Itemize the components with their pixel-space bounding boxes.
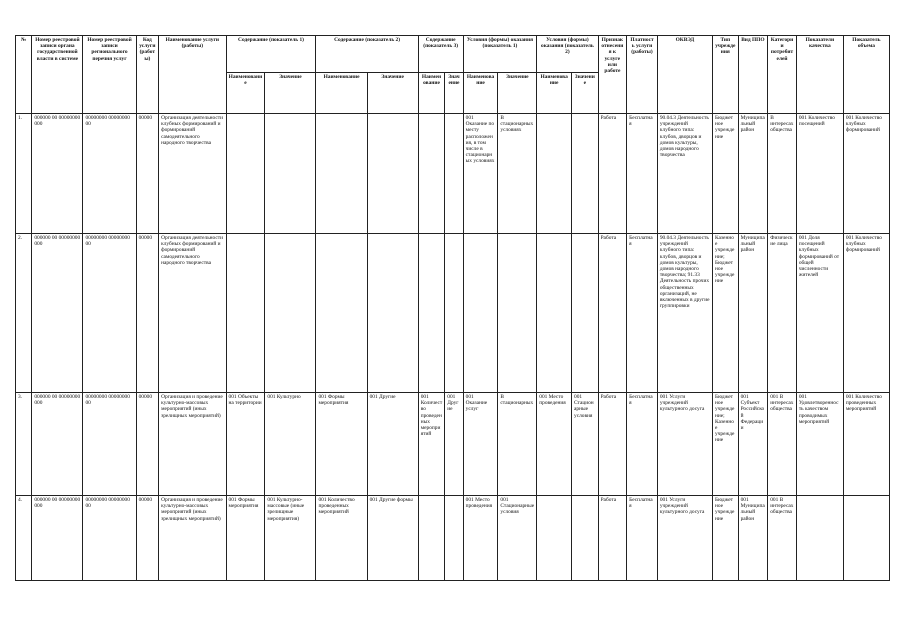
cell-content2-value (367, 114, 418, 234)
cell-content3-value (445, 114, 463, 234)
cell-content1-name: 001 Объекты на территории (226, 393, 265, 496)
sub-header-name: Наименование (316, 73, 367, 114)
cell-okved: 90.04.3 Деятельность учреждений клубного типа: клубов, дворцов и домов культуры, домов народного творчества; 91.33 Деятельность прочих общественных организаций, не включенных в другие группировки (657, 234, 712, 393)
cell-cond2-name (537, 234, 572, 393)
cell-content1-value (265, 234, 316, 393)
col-header-reg-num-sub: Номер реестровой записи регионального перечня услуг (83, 36, 136, 114)
cell-reg: 000000 00 00000000 000 (32, 393, 83, 496)
sub-header-value: Значение (367, 73, 418, 114)
col-header-payment: Платность услуги (работы) (627, 36, 658, 114)
cell-no: 1. (16, 114, 32, 234)
cell-content3-value (445, 234, 463, 393)
col-header-content1: Содержание (показатель 1) (226, 36, 316, 73)
cell-cond1-name: 001 Оказание по месту расположения, в том числе в стационарных условиях (463, 114, 498, 234)
cell-cond1-name (463, 234, 498, 393)
cell-quality: 001 Доля посещений клубных формирований от общей численности жителей (796, 234, 843, 393)
cell-type: Работа (598, 496, 627, 581)
cell-quality: 001 Удовлетворенность качеством проводимых мероприятий (796, 393, 843, 496)
cell-cond2-value: 001 Стационарные условия (572, 393, 599, 496)
cell-cond1-value: В стационарных условиях (498, 114, 537, 234)
cell-payment: Бесплатная (627, 234, 658, 393)
sub-header-value: Значение (498, 73, 537, 114)
col-header-quality: Показатели качества (796, 36, 843, 114)
cell-content3-name (418, 496, 445, 581)
sub-header-value: Значение (572, 73, 599, 114)
sub-header-name: Наименование (418, 73, 445, 114)
cell-content1-name (226, 234, 265, 393)
cell-cond1-name: 001 Место проведения (463, 496, 498, 581)
table-row (16, 393, 890, 496)
cell-category: Физические лица (768, 234, 797, 393)
cell-cond1-name: 001 Оказание услуг (463, 393, 498, 496)
col-header-reg-num: Номер реестровой записи органа государственной власти в системе (32, 36, 83, 114)
cell-payment: Бесплатная (627, 496, 658, 581)
cell-org-type: Бюджетное учреждение (713, 114, 739, 234)
cell-volume: 001 Количество клубных формирований (843, 114, 889, 234)
col-header-cond1: Условия (формы) оказания (показатель 1) (463, 36, 537, 73)
registry-sheet (15, 35, 890, 581)
sub-header-value: Значение (265, 73, 316, 114)
cell-type: Работа (598, 234, 627, 393)
cell-okved: 001 Услуги учреждений культурного досуга (657, 393, 712, 496)
cell-service-name: Организация и проведение культурно-массовых мероприятий (иных зрелищных мероприятий) (159, 393, 226, 496)
cell-content1-name: 001 Формы мероприятия (226, 496, 265, 581)
col-header-code: Код услуги (работы) (136, 36, 158, 114)
cell-content2-value (367, 234, 418, 393)
table-row (16, 234, 890, 393)
col-header-content2: Содержание (показатель 2) (316, 36, 418, 73)
cell-reg: 000000 00 00000000 000 (32, 234, 83, 393)
cell-okved: 90.04.3 Деятельность учреждений клубного типа: клубов, дворцов и домов культуры, домов народного творчества (657, 114, 712, 234)
cell-cond2-value (572, 234, 599, 393)
cell-volume: 001 Количество проведенных мероприятий (843, 393, 889, 496)
col-header-no: № (16, 36, 32, 114)
cell-reg: 000000 00 00000000 000 (32, 114, 83, 234)
cell-no: 2. (16, 234, 32, 393)
col-header-service-name: Наименование услуги (работы) (159, 36, 226, 114)
cell-content3-value (445, 496, 463, 581)
col-header-cond2: Условия (формы) оказания (показатель 2) (537, 36, 598, 73)
cell-content1-name (226, 114, 265, 234)
cell-payment: Бесплатная (627, 114, 658, 234)
cell-volume (843, 496, 889, 581)
cell-cond1-value (498, 234, 537, 393)
cell-content2-value: 001 Другие (367, 393, 418, 496)
cell-content2-name: 001 Формы мероприятия (316, 393, 367, 496)
cell-category: В интересах общества (768, 114, 797, 234)
cell-volume: 001 Количество клубных формирований (843, 234, 889, 393)
cell-content2-name (316, 114, 367, 234)
sub-header-value: Значение (445, 73, 463, 114)
col-header-okved: ОКВЭД (657, 36, 712, 114)
cell-cond2-name (537, 496, 572, 581)
cell-no: 3. (16, 393, 32, 496)
cell-no: 4. (16, 496, 32, 581)
cell-content1-value: 001 Культурно-массовые (иные зрелищные мероприятия) (265, 496, 316, 581)
cell-okved: 001 Услуги учреждений культурного досуга (657, 496, 712, 581)
cell-content2-name (316, 234, 367, 393)
cell-quality (796, 496, 843, 581)
cell-ppo-type: Муниципальный район (738, 234, 768, 393)
col-header-org-type: Тип учреждения (713, 36, 739, 114)
cell-reg2: 00000000 00000000 00 (83, 114, 136, 234)
table-row (16, 114, 890, 234)
col-header-ppo-type: Вид ППО (738, 36, 768, 114)
col-header-type: Признак отнесения к услуге или работе (598, 36, 627, 114)
cell-content3-name: 001 Количество проведенных мероприятий (418, 393, 445, 496)
cell-cond2-value (572, 496, 599, 581)
cell-type: Работа (598, 393, 627, 496)
cell-content3-value: 001 Другие (445, 393, 463, 496)
cell-reg: 000000 00 00000000 000 (32, 496, 83, 581)
sub-header-name: Наименование (463, 73, 498, 114)
cell-org-type: Бюджетное учреждение (713, 496, 739, 581)
cell-quality: 001 Количество посещений (796, 114, 843, 234)
registry-table (15, 35, 890, 581)
cell-content2-value: 001 Другие формы (367, 496, 418, 581)
cell-code: 00000 (136, 234, 158, 393)
cell-category: 001 В интересах общества (768, 496, 797, 581)
cell-org-type: Бюджетное учреждение; Казенное учреждение (713, 393, 739, 496)
cell-cond1-value: 001 Стационарные условия (498, 496, 537, 581)
cell-type: Работа (598, 114, 627, 234)
cell-content1-value (265, 114, 316, 234)
sub-header-name: Наименование (226, 73, 265, 114)
cell-code: 00000 (136, 393, 158, 496)
cell-cond1-value: В стационарных (498, 393, 537, 496)
cell-content1-value: 001 Культурно (265, 393, 316, 496)
cell-content3-name (418, 234, 445, 393)
header-row-1 (16, 36, 890, 73)
table-row (16, 496, 890, 581)
cell-content3-name (418, 114, 445, 234)
cell-ppo-type: 001 Субъект Российской Федерации (738, 393, 768, 496)
cell-reg2: 00000000 00000000 00 (83, 393, 136, 496)
sub-header-name: Наименование (537, 73, 572, 114)
cell-org-type: Казенное учреждение; Бюджетное учреждение (713, 234, 739, 393)
cell-service-name: Организация деятельности клубных формирований и формирований самодеятельного народного творчества (159, 114, 226, 234)
cell-cond2-value (572, 114, 599, 234)
col-header-content3: Содержание (показатель 3) (418, 36, 463, 73)
cell-service-name: Организация и проведение культурно-массовых мероприятий (иных зрелищных мероприятий) (159, 496, 226, 581)
cell-payment: Бесплатная (627, 393, 658, 496)
cell-code: 00000 (136, 496, 158, 581)
cell-cond2-name (537, 114, 572, 234)
cell-reg2: 00000000 00000000 00 (83, 234, 136, 393)
cell-ppo-type: Муниципальный район (738, 114, 768, 234)
col-header-category: Категории потребителей (768, 36, 797, 114)
cell-content2-name: 001 Количество проведенных мероприятий (316, 496, 367, 581)
cell-ppo-type: 001 Муниципальный район (738, 496, 768, 581)
cell-reg2: 00000000 00000000 00 (83, 496, 136, 581)
cell-code: 00000 (136, 114, 158, 234)
cell-category: 001 В интересах общества (768, 393, 797, 496)
cell-service-name: Организация деятельности клубных формирований и формирований самодеятельного народного творчества (159, 234, 226, 393)
cell-cond2-name: 001 Место проведения (537, 393, 572, 496)
col-header-volume: Показатель объема (843, 36, 889, 114)
